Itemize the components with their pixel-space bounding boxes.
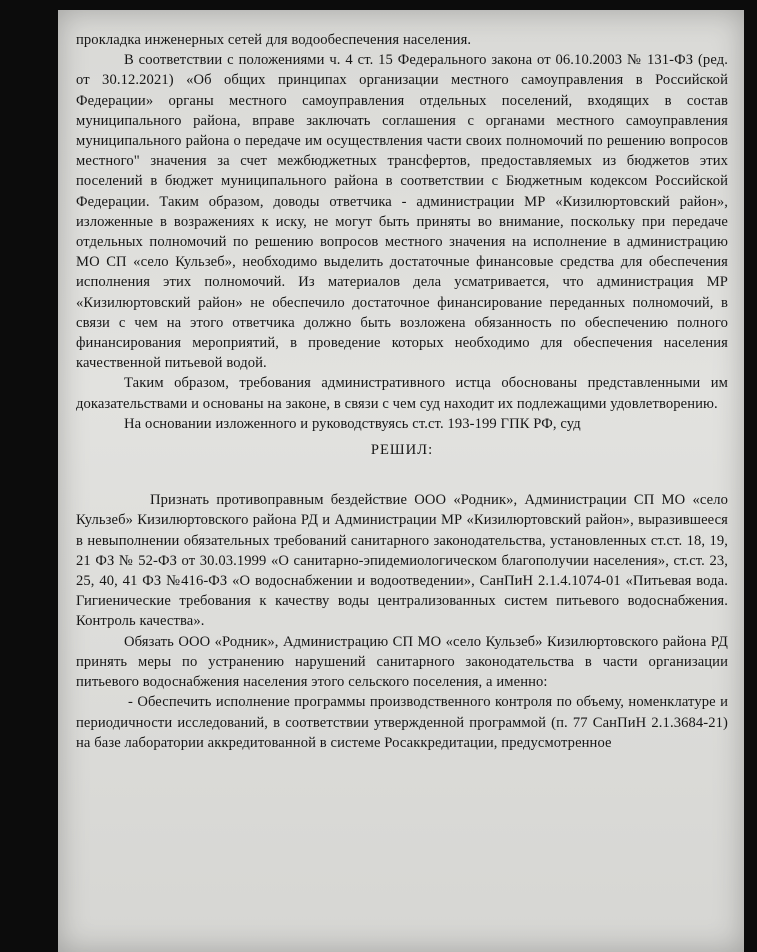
document-page bbox=[58, 10, 744, 952]
paragraph-conclusion: Таким образом, требования административного истца обоснованы представленными им доказательствами и основаны на законе, в связи с чем суд находит их подлежащими удовлетворению. bbox=[76, 375, 728, 412]
paragraph-recognize-unlawful: Признать противоправным бездействие ООО «Родник», Администрации СП МО «село Кульзеб» Кизилюртовского района РД и Администрации МР «Кизилюртовский район», выразившееся в невыполнении обязательных требований санитарного законодательства, установленных ст.ст. 18, 19, 21 ФЗ № 52-ФЗ от 30.03.1999 «О санитарно-эпидемиологическом благополучии населения», ст.ст. 23, 25, 40, 41 ФЗ №416-ФЗ «О водоснабжении и водоотведении», СанПиН 2.1.4.1074-01 «Питьевая вода. Гигиенические требования к качеству воды централизованных систем питьевого водоснабжения. Контроль качества». bbox=[76, 492, 728, 630]
paragraph-legal-basis: В соответствии с положениями ч. 4 ст. 15 Федерального закона от 06.10.2003 № 131-ФЗ (ред. от 30.12.2021) «Об общих принципах организации местного самоуправления в Российской Федерации» органы местного самоуправления отдельных поселений, входящих в состав муниципального района, вправе заключать соглашения с органами местного самоуправления муниципального района о передаче им осуществления части своих полномочий по решению вопросов местного" значения за счет межбюджетных трансфертов, предоставляемых из бюджетов этих поселений в бюджет муниципального района в соответствии с Бюджетным кодексом Российской Федерации. Таким образом, доводы ответчика - администрации МР «Кизилюртовский район», изложенные в возражениях к иску, не могут быть приняты во внимание, поскольку при передаче отдельных полномочий по решению вопросов местного значения на исполнение в администрацию МО СП «село Кульзеб», необходимо выделить достаточные финансовые средства для обеспечения исполнения этих полномочий. Из материалов дела усматривается, что администрация МР «Кизилюртовский район» не обеспечило достаточное финансирование переданных полномочий, в связи с чем на этого ответчика должно быть возложена обязанность по обеспечению полного финансирования мероприятий, в проведение которых необходимо для обеспечения населения качественной питьевой водой. bbox=[76, 52, 728, 372]
paragraph-grounds: На основании изложенного и руководствуясь ст.ст. 193-199 ГПК РФ, суд bbox=[124, 415, 581, 432]
paragraph-continuation: прокладка инженерных сетей для водообеспечения населения. bbox=[76, 32, 472, 48]
decision-heading: РЕШИЛ: bbox=[370, 442, 434, 459]
list-item-production-control: - Обеспечить исполнение программы производственного контроля по объему, номенклатуре и периодичности исследований, в соответствии утвержденной программой (п. 77 СанПиН 2.1.3684-21) на базе лаборатории аккредитованной в системе Росаккредитации, предусмотренное bbox=[76, 694, 728, 751]
document-text bbox=[76, 30, 728, 753]
paragraph-obligate: Обязать ООО «Родник», Администрацию СП МО «село Кульзеб» Кизилюртовского района РД принять меры по устранению нарушений санитарного законодательства в части организации питьевого водоснабжения населения этого сельского поселения, а именно: bbox=[76, 633, 728, 691]
